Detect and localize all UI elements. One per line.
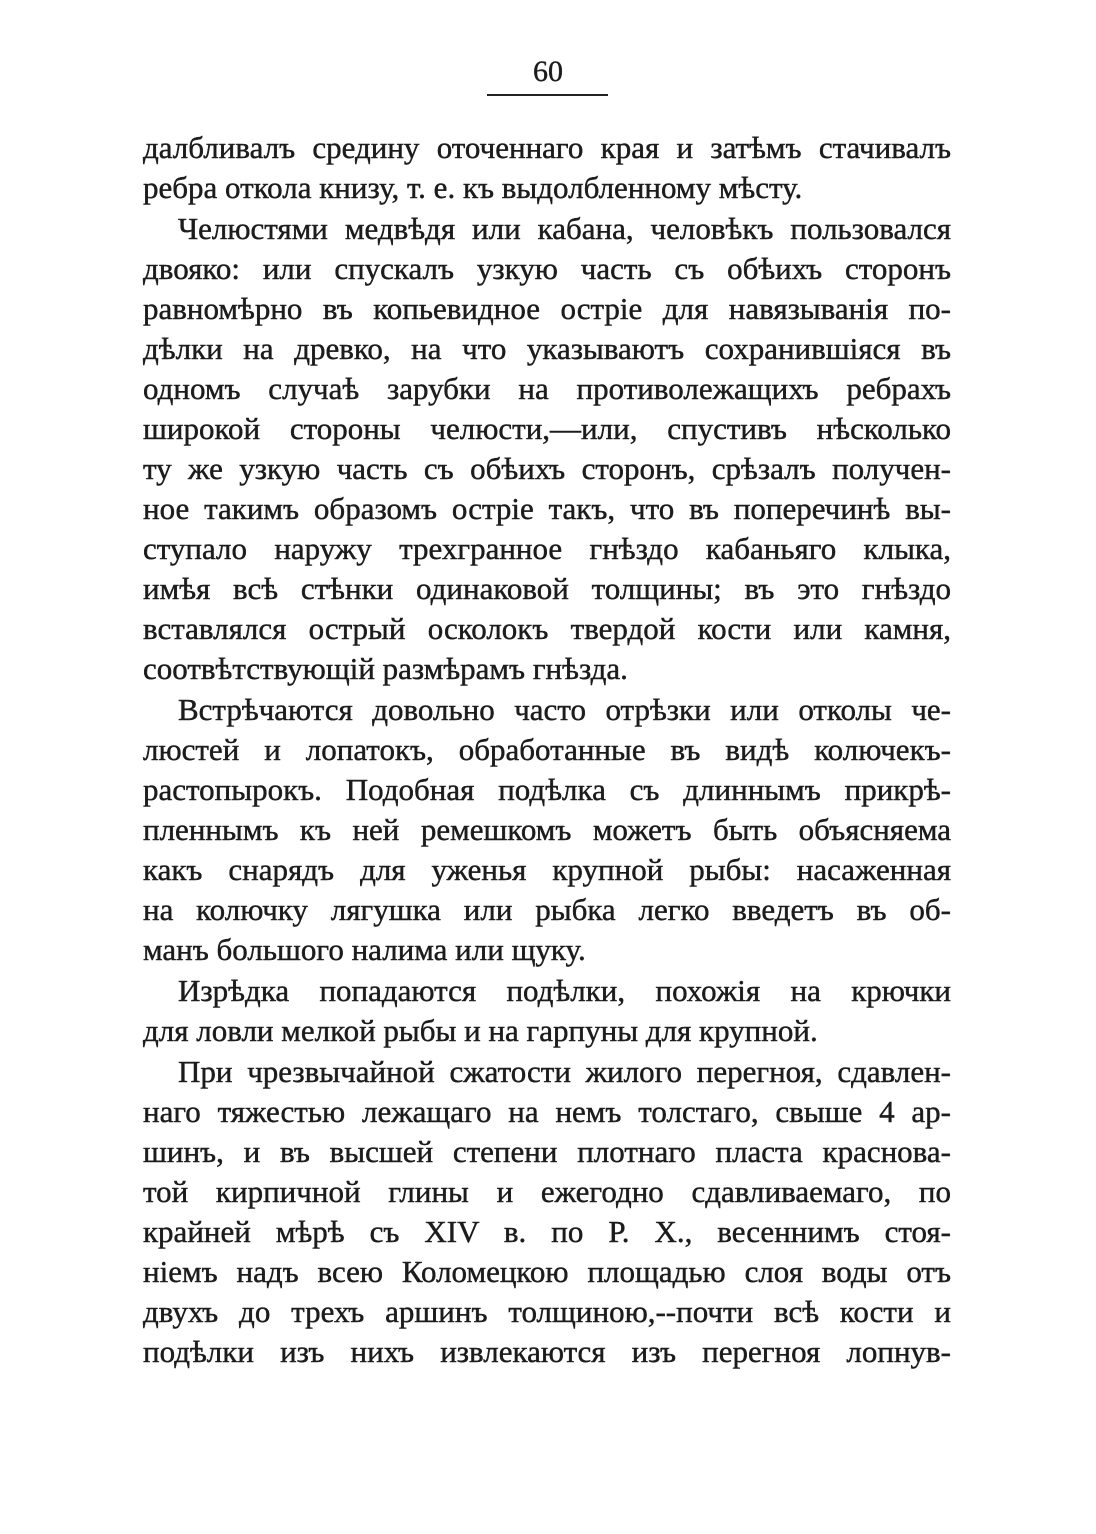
text-line: для ловли мелкой рыбы и на гарпуны для крупной. [143,1013,818,1048]
text-line: ребра откола книзу, т. е. къ выдолбленному мѣсту. [143,170,803,205]
page-number-rule [487,94,608,96]
paragraph [143,690,951,970]
text-line: ніемъ надъ всею Коломецкою площадью слоя воды отъ [143,1254,951,1289]
text-line: широкой стороны челюсти,—или, спустивъ нѣсколько [143,411,951,446]
text-line: вставлялся острый осколокъ твердой кости или камня, [143,611,951,646]
text-line: далбливалъ средину оточеннаго края и затѣмъ стачивалъ [143,130,951,165]
text-line: крайней мѣрѣ съ XIV в. по Р. Х., весеннимъ стоя- [143,1214,951,1249]
text-line: на колючку лягушка или рыбка легко введетъ въ об- [143,892,951,927]
text-line: пленнымъ къ ней ремешкомъ можетъ быть объясняема [143,812,951,847]
text-line: ту же узкую часть съ обѣихъ сторонъ, срѣзалъ получен- [143,451,951,486]
text-line: наго тяжестью лежащаго на немъ толстаго, свыше 4 ар- [143,1094,951,1129]
text-line: имѣя всѣ стѣнки одинаковой толщины; въ это гнѣздо [143,571,951,606]
text-line: Изрѣдка попадаются подѣлки, похожія на крючки [178,973,951,1008]
text-line: какъ снарядъ для уженья крупной рыбы: насаженная [143,852,951,887]
text-line: ное такимъ образомъ остріе такъ, что въ поперечинѣ вы- [143,491,951,526]
text-line: одномъ случаѣ зарубки на противолежащихъ ребрахъ [143,371,951,406]
text-line: двухъ до трехъ аршинъ толщиною,--почти всѣ кости и [143,1294,951,1329]
text-line: ступало наружу трехгранное гнѣздо кабаньяго клыка, [143,531,951,566]
text-line: двояко: или спускалъ узкую часть съ обѣихъ сторонъ [143,251,951,286]
text-line: При чрезвычайной сжатости жилого перегноя, сдавлен- [178,1054,951,1089]
paragraph [143,971,951,1051]
paragraph-continued [143,128,951,208]
text-line: равномѣрно въ копьевидное остріе для навязыванія по- [143,291,951,326]
page-number: 60 [533,55,563,88]
text-line: манъ большого налима или щуку. [143,932,586,967]
text-line: люстей и лопатокъ, обработанные въ видѣ колючекъ- [143,732,951,767]
text-line: Челюстями медвѣдя или кабана, человѣкъ пользовался [178,211,951,246]
body-text [143,128,951,1372]
text-line: Встрѣчаются довольно часто отрѣзки или отколы че- [178,692,951,727]
text-line: дѣлки на древко, на что указываютъ сохранившіяся въ [143,331,951,366]
paragraph [143,1052,951,1372]
paragraph [143,209,951,689]
text-line: той кирпичной глины и ежегодно сдавливаемаго, по [143,1174,951,1209]
text-line: шинъ, и въ высшей степени плотнаго пласта краснова- [143,1134,951,1169]
text-line: растопырокъ. Подобная подѣлка съ длиннымъ прикрѣ- [143,772,951,807]
text-line: подѣлки изъ нихъ извлекаются изъ перегноя лопнув- [143,1334,951,1369]
text-line: соотвѣтствующій размѣрамъ гнѣзда. [143,651,628,686]
